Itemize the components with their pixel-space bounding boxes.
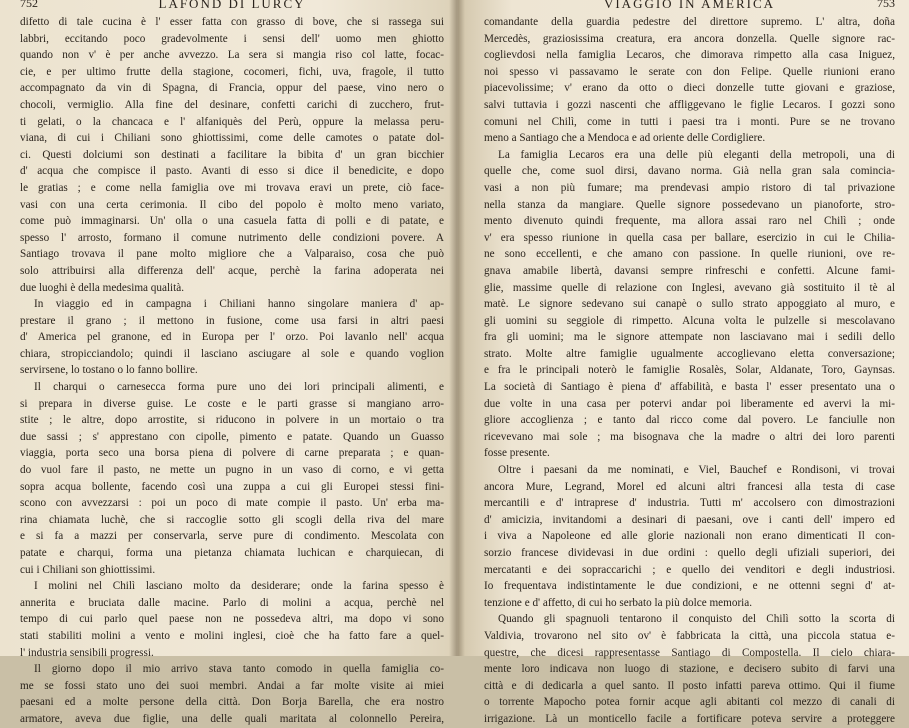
text-line: sorzio francese dividevasi in due ordini : quello degli ufiziali superiori, dei	[484, 547, 895, 559]
text-line: Valdivia, trovarono nel sito ov' è fabbricata la città, una piccola statua e-	[484, 629, 895, 642]
text-line: gli uomini su seggiole di rimpetto. Alcuna volta le pulzelle si mescolavano	[484, 314, 895, 327]
text-line: nella stanza da mangiare. Quelle signore possedevano un pianoforte, stro-	[484, 198, 895, 211]
text-line: le gratias ; e come nella famiglia ove mi trovava eravi un prete, ciò face-	[20, 181, 444, 194]
text-line: do vuol fare il pasto, ne mette un pugno in un vaso di corno, e vi getta	[20, 464, 444, 477]
text-line: difetto di tale cucina è l' esser fatta con grasso di bove, che si rassega sui	[20, 16, 444, 28]
right-page-body	[484, 14, 895, 728]
text-line: Il giorno dopo il mio arrivo stava tanto comodo in quella famiglia co-	[34, 663, 444, 676]
text-line: e si fa a mazzi per conservarla, serve pure di condimento. Mescolata con	[20, 530, 444, 543]
text-line: piacevolissime; v' erano da otto o dieci donzelle tutte giovani e graziose,	[484, 82, 895, 95]
right-page-header	[484, 0, 895, 10]
text-line: e fra le principali noterò le famiglie Rosalès, Solar, Aldanate, Toro, Gaynsas.	[484, 364, 895, 377]
text-line: tenzione e d' affetto, di cui ho serbato la più dolce memoria.	[484, 596, 753, 609]
text-line: d' America pel granone, ed in Europa per l' orzo. Poi lavanlo nell' acqua	[20, 331, 444, 344]
text-line: irrigazione. Là un monticello facile a fortificare poteva servire a proteggere	[484, 712, 895, 725]
text-line: sopra acqua bollente, facendo così una zuppa a cui gli Europei stessi fini-	[20, 480, 444, 493]
text-line: l' industria sensibili progressi.	[20, 646, 154, 659]
text-line: comandante della guardia pedestre del direttore supremo. L' altra, doña	[484, 16, 895, 28]
running-title: VIAGGIO IN AMERICA	[603, 0, 776, 11]
text-line: tempo di cui parlo quel paese non ne possedeva altri, ma dopo vi sono	[20, 613, 444, 626]
text-line: servirsene, lo tostano o lo fanno bollire.	[20, 364, 198, 377]
right-page	[458, 0, 909, 725]
text-line: mercatanti e dei sopraccarichi ; e quello dei venditori e degli industriosi.	[484, 563, 895, 576]
text-line: i viva a Napoleone ed alle glorie nazionali non erano dimenticati Il con-	[484, 530, 895, 543]
text-line: salvi tuttavia i gozzi nascenti che affliggevano le figlie Lecaros. I gozzi sono	[484, 98, 895, 111]
text-line: noi spesso vi passavamo le serate con don Felipe. Quelle riunioni erano	[484, 65, 895, 78]
text-line: due volte in una casa per potervi andar poi liberamente ed avervi la mi-	[484, 397, 895, 410]
text-line: mercantili e d' intraprese d' industria. Tutti m' accolsero con dimostrazioni	[484, 497, 895, 510]
text-line: quelle che, come suol dirsi, davano norma. Già nella gran sala comincia-	[484, 165, 895, 178]
text-line: rina chiamata luchè, che si raccoglie sotto gli scogli della riva del mare	[20, 513, 444, 526]
text-line: stati stabiliti molini a vento e molini inglesi, cioè che ha fatto fare a quel-	[20, 629, 444, 642]
text-line: accompagnato da vin di Spagna, di Francia, oppur del paese, vino nero o	[20, 82, 444, 95]
text-line: strato. Molte altre famiglie ugualmente accoglievano eletta conversazione;	[484, 347, 895, 360]
page-number: 753	[877, 0, 895, 10]
text-line: matè. Le signore sedevano sui canapè o sullo strato appoggiato al muro, e	[484, 298, 895, 311]
text-line: glie, massime quelle di relazione con Inglesi, avevano già sostituito il tè al	[484, 281, 895, 294]
text-line: d' acqua che compisce il pasto. Avanti di esso si dice il benedicite, e dopo	[20, 165, 444, 178]
text-line: patate e charqui, forma una pietanza chiamata luchican e charquiecan, di	[20, 547, 444, 559]
text-line: coglievdosi nella famiglia Lecaros, che dimorava rimpetto alla casa Iniguez,	[484, 49, 895, 62]
text-line: fosse presente.	[484, 447, 550, 460]
text-line: ti gelati, o la chancaca e l' alfaniquès del Perù, oppure la melassa peru-	[20, 115, 444, 128]
text-line: labbri, eccitando poco gradevolmente i sensi dell' uomo men ghiotto	[20, 32, 444, 45]
text-line: cui i Chiliani son ghiottissimi.	[20, 563, 156, 576]
text-line: v' era spesso riunione in quella casa per ballare, esercizio in cui le Chilia-	[484, 231, 895, 244]
text-line: prestare il grano ; il mettono in fusione, come usa farsi in altri paesi	[20, 314, 444, 327]
text-line: d' amicizia, invitandomi a desinari di paesani, ove i canti dell' impero ed	[484, 513, 895, 526]
text-line: armatore, aveva due figlie, una delle quali maritata al colonnello Pereira,	[20, 712, 444, 725]
text-line: gliore accoglienza ; e tanto dal ricco come dal povero. Le fanciulle non	[484, 414, 895, 427]
text-line: vasi a non più fumare; ma prendevasi ampio ristoro di tal privazione	[484, 181, 895, 194]
text-line: comuni nel Chilì, come in tutti i paesi tra i monti. Pure se ne trovano	[484, 115, 895, 128]
text-line: gnava amabile libertà, davansi sempre rinfreschi e confetti. Alcune fami-	[484, 264, 895, 277]
text-line: chocoli, vermiglio. Alla fine del desinare, confetti carichi di zucchero, frut-	[20, 98, 444, 111]
text-line: si prepara in diverse guise. Le coste e le parti grasse si mangiano arro-	[20, 397, 444, 410]
text-line: città e di dedicarla a quel santo. Il posto infatti pareva ottimo. Qui il fiume	[484, 679, 895, 692]
text-line: Mercedès, graziosissima creatura, era ancora donzella. Quelle signore rac-	[484, 32, 895, 45]
text-line: Io frequentava indistintamente le due condizioni, e ne ottenni segni d' at-	[484, 580, 895, 593]
text-line: paesani ed a molte persone della città. Don Borja Barella, che era nostro	[20, 696, 444, 709]
text-line: ne sono eccellenti, e che amano con passione. In quelle riunioni, ove re-	[484, 248, 895, 261]
text-line: scono con avvezzarsi : poi un poco di mate compie il pasto. Un' erba ma-	[20, 497, 444, 510]
text-line: Santiago trovava il pane molto migliore che a Valparaiso, cosa che può	[20, 248, 444, 261]
text-line: In viaggio ed in campagna i Chiliani hanno singolare maniera d' ap-	[34, 298, 444, 311]
text-line: La famiglia Lecaros era una delle più eleganti della metropoli, una di	[498, 148, 895, 161]
text-line: Il charqui o carnesecca forma pure uno dei lori principali alimenti, e	[34, 381, 444, 394]
left-page-header	[20, 0, 444, 10]
text-line: spesso l' arrosto, formano il comune nutrimento delle condizioni povere. A	[20, 231, 444, 244]
text-line: cie, e per ultimo frutte della stagione, cocomeri, fichi, uva, fragole, il tutto	[20, 65, 444, 78]
text-line: viaggia, porta seco una borsa piena di polvere di carne preparata ; e quan-	[20, 447, 444, 460]
text-line: mente loro indicava non luogo di stazione, e decisero subito di farvi una	[484, 663, 895, 676]
text-line: ricevevano mai sole ; ma bisognava che la madre o altri dei loro parenti	[484, 430, 895, 443]
text-line: solo attribuirsi alla differenza dell' acque, perchè la farina adoperata nei	[20, 264, 444, 277]
text-line: questre, che dicesi rappresentasse Santiago di Compostella. Il cielo chiara-	[484, 646, 895, 659]
left-page-body	[20, 14, 444, 728]
text-line: viana, di cui i Chiliani sono ghiottissimi, come delle camotes o patate dol-	[20, 132, 444, 145]
text-line: o torrente Mapocho potea fornir acque agli abitanti col mezzo di canali di	[484, 696, 895, 709]
text-line: Oltre i paesani da me nominati, e Viel, Bauchef e Rondisoni, vi trovai	[498, 464, 895, 477]
text-line: ci. Questi dolciumi son destinati a facilitare la bibita d' un gran bicchier	[20, 148, 444, 161]
text-line: meno a Santiago che a Mendoca e ad oriente delle Cordigliere.	[484, 132, 766, 145]
text-line: I molini nel Chilì lasciano molto da desiderare; onde la farina spesso è	[34, 580, 444, 593]
text-line: stite ; le altre, dopo arrostite, si riducono in polvere in un mortaio o tra	[20, 414, 444, 427]
text-line: fra gli uomini; ma le signore attempate non lasciavano mai i sedili dello	[484, 331, 895, 344]
running-title: LAFOND DI LURCY	[158, 0, 306, 11]
text-line: ancora Mure, Legrand, Morel ed alcuni altri francesi alla testa di case	[484, 480, 895, 493]
text-line: Quando gli spagnuoli tentarono il conquisto del Chilì sotto la scorta di	[498, 613, 895, 626]
text-line: mento divenuto quindi frequente, ma allora assai raro nel Chilì ; onde	[484, 215, 895, 228]
text-line: La società di Santiago è piena d' affabilità, e basta l' esser presentato una o	[484, 381, 895, 394]
text-line: due sassi ; s' apprestano con cipolle, pimento e patate. Quando un Guasso	[20, 430, 444, 443]
text-line: chiara, stropicciandolo; quindi il lasciano asciugare al sole e quando voglion	[20, 347, 444, 360]
text-line: vasi con una certa cerimonia. Il cibo del popolo è molto meno variato,	[20, 198, 444, 211]
text-line: due luoghi è della medesima qualità.	[20, 281, 185, 294]
text-line: quando non v' è per anche avvezzo. La sera si mangia riso col latte, focac-	[20, 49, 444, 62]
text-line: me se fossi stato uno dei suoi membri. Andai a far molte visite ai miei	[20, 679, 444, 692]
text-line: come può immaginarsi. Un' olla o una casuela fatta di polli e di patate, e	[20, 215, 444, 228]
text-line: annerita e bruciata dalle macine. Parlo di molini a acqua, perchè nel	[20, 596, 444, 609]
page-number: 752	[20, 0, 38, 10]
